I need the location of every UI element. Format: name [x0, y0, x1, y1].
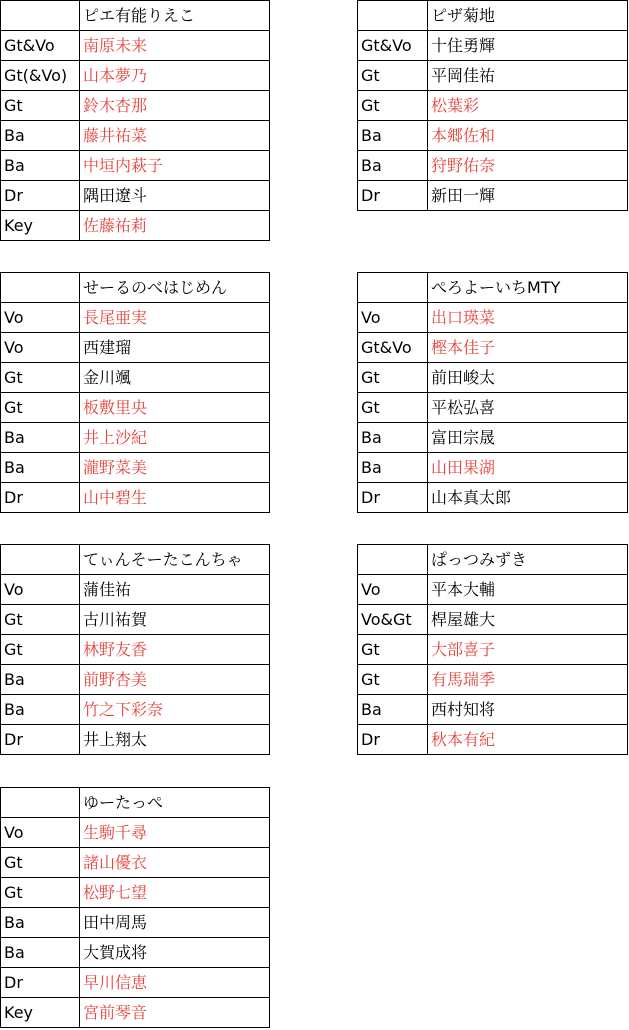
part-cell: Gt	[1, 393, 80, 423]
part-cell: Ba	[358, 423, 428, 453]
table-row	[358, 575, 628, 605]
part-cell: Ba	[1, 151, 80, 181]
member-cell: 新田一輝	[428, 181, 628, 211]
part-cell: Gt	[1, 635, 80, 665]
table-row	[358, 483, 628, 513]
part-cell: Dr	[358, 483, 428, 513]
part-cell: Key	[1, 998, 80, 1028]
part-cell: Ba	[1, 121, 80, 151]
part-cell: Gt	[1, 878, 80, 908]
part-cell: Ba	[358, 453, 428, 483]
band-name: ぱっつみずき	[428, 545, 628, 575]
table-row	[358, 423, 628, 453]
table-row	[358, 453, 628, 483]
header-empty-cell	[1, 788, 80, 818]
member-cell: 林野友香	[80, 635, 270, 665]
part-cell: Ba	[1, 908, 80, 938]
table-row	[1, 303, 270, 333]
part-cell: Gt&Vo	[1, 31, 80, 61]
part-cell: Dr	[358, 181, 428, 211]
member-cell: 西村知将	[428, 695, 628, 725]
table-row	[358, 151, 628, 181]
table-row	[358, 725, 628, 755]
part-cell: Gt	[358, 91, 428, 121]
part-cell: Gt&Vo	[358, 31, 428, 61]
table-row	[1, 423, 270, 453]
table-row	[1, 483, 270, 513]
member-cell: 桿屋雄大	[428, 605, 628, 635]
table-row	[1, 818, 270, 848]
member-cell: 山本夢乃	[80, 61, 270, 91]
header-empty-cell	[358, 1, 428, 31]
member-cell: 前田峻太	[428, 363, 628, 393]
table-row	[1, 91, 270, 121]
band-name: ピエ有能りえこ	[80, 1, 270, 31]
member-cell: 長尾亜実	[80, 303, 270, 333]
table-row	[1, 31, 270, 61]
table-row	[1, 333, 270, 363]
table-row	[358, 303, 628, 333]
band-header-row	[1, 1, 270, 31]
table-row	[1, 453, 270, 483]
member-cell: 諸山優衣	[80, 848, 270, 878]
header-empty-cell	[1, 273, 80, 303]
part-cell: Ba	[1, 665, 80, 695]
table-row	[358, 635, 628, 665]
table-row	[358, 665, 628, 695]
part-cell: Gt	[358, 635, 428, 665]
member-cell: 樫本佳子	[428, 333, 628, 363]
member-cell: 宮前琴音	[80, 998, 270, 1028]
band-table	[0, 0, 270, 241]
member-cell: 狩野佑奈	[428, 151, 628, 181]
member-cell: 井上翔太	[80, 725, 270, 755]
band-header-row	[1, 273, 270, 303]
table-row	[358, 61, 628, 91]
member-cell: 隅田遼斗	[80, 181, 270, 211]
table-row	[358, 121, 628, 151]
band-header-row	[358, 1, 628, 31]
table-row	[1, 908, 270, 938]
member-cell: 山本真太郎	[428, 483, 628, 513]
member-cell: 板敷里央	[80, 393, 270, 423]
member-cell: 生駒千尋	[80, 818, 270, 848]
band-table	[0, 787, 270, 1028]
band-header-row	[1, 788, 270, 818]
table-row	[358, 605, 628, 635]
member-cell: 南原未来	[80, 31, 270, 61]
part-cell: Gt	[1, 363, 80, 393]
part-cell: Vo	[1, 303, 80, 333]
part-cell: Vo	[1, 818, 80, 848]
table-row	[358, 695, 628, 725]
table-row	[358, 31, 628, 61]
member-cell: 早川信恵	[80, 968, 270, 998]
part-cell: Gt	[1, 848, 80, 878]
member-cell: 井上沙紀	[80, 423, 270, 453]
member-cell: 佐藤祐莉	[80, 211, 270, 241]
member-cell: 松葉彩	[428, 91, 628, 121]
band-table	[0, 544, 270, 755]
member-cell: 出口瑛菜	[428, 303, 628, 333]
member-cell: 鈴木杏那	[80, 91, 270, 121]
part-cell: Ba	[1, 938, 80, 968]
member-cell: 松野七望	[80, 878, 270, 908]
member-cell: 十住勇輝	[428, 31, 628, 61]
part-cell: Gt(&Vo)	[1, 61, 80, 91]
table-row	[358, 91, 628, 121]
member-cell: 平岡佳祐	[428, 61, 628, 91]
member-cell: 田中周馬	[80, 908, 270, 938]
band-name: ゆーたっぺ	[80, 788, 270, 818]
member-cell: 本郷佐和	[428, 121, 628, 151]
table-row	[358, 181, 628, 211]
table-row	[358, 363, 628, 393]
band-table	[357, 0, 628, 211]
table-row	[1, 665, 270, 695]
part-cell: Gt&Vo	[358, 333, 428, 363]
part-cell: Ba	[358, 695, 428, 725]
header-empty-cell	[358, 545, 428, 575]
part-cell: Vo&Gt	[358, 605, 428, 635]
member-cell: 山田果湖	[428, 453, 628, 483]
band-header-row	[358, 273, 628, 303]
member-cell: 金川颯	[80, 363, 270, 393]
part-cell: Ba	[358, 121, 428, 151]
member-cell: 平本大輔	[428, 575, 628, 605]
part-cell: Ba	[1, 695, 80, 725]
header-empty-cell	[358, 273, 428, 303]
part-cell: Dr	[1, 483, 80, 513]
member-cell: 蒲佳祐	[80, 575, 270, 605]
table-row	[1, 61, 270, 91]
part-cell: Gt	[358, 665, 428, 695]
band-table	[0, 272, 270, 513]
band-name: ぺろよーいちMTY	[428, 273, 628, 303]
header-empty-cell	[1, 545, 80, 575]
table-row	[358, 393, 628, 423]
band-name: てぃんそーたこんちゃ	[80, 545, 270, 575]
member-cell: 古川祐賀	[80, 605, 270, 635]
part-cell: Gt	[358, 393, 428, 423]
part-cell: Vo	[358, 575, 428, 605]
member-cell: 西建瑠	[80, 333, 270, 363]
member-cell: 前野杏美	[80, 665, 270, 695]
member-cell: 藤井祐菜	[80, 121, 270, 151]
part-cell: Dr	[1, 181, 80, 211]
part-cell: Ba	[1, 423, 80, 453]
member-cell: 大部喜子	[428, 635, 628, 665]
part-cell: Dr	[1, 968, 80, 998]
member-cell: 有馬瑞季	[428, 665, 628, 695]
part-cell: Vo	[1, 575, 80, 605]
part-cell: Ba	[1, 453, 80, 483]
part-cell: Key	[1, 211, 80, 241]
member-cell: 秋本有紀	[428, 725, 628, 755]
band-table	[357, 272, 628, 513]
member-cell: 瀧野菜美	[80, 453, 270, 483]
part-cell: Dr	[358, 725, 428, 755]
member-cell: 中垣内萩子	[80, 151, 270, 181]
band-header-row	[358, 545, 628, 575]
part-cell: Ba	[358, 151, 428, 181]
table-row	[1, 151, 270, 181]
header-empty-cell	[1, 1, 80, 31]
table-row	[1, 211, 270, 241]
table-row	[1, 393, 270, 423]
band-header-row	[1, 545, 270, 575]
table-row	[1, 575, 270, 605]
table-row	[1, 848, 270, 878]
part-cell: Vo	[1, 333, 80, 363]
part-cell: Gt	[358, 363, 428, 393]
member-cell: 山中碧生	[80, 483, 270, 513]
part-cell: Gt	[1, 91, 80, 121]
table-row	[1, 181, 270, 211]
table-row	[1, 938, 270, 968]
table-row	[1, 725, 270, 755]
table-row	[1, 968, 270, 998]
member-cell: 大賀成将	[80, 938, 270, 968]
table-row	[358, 333, 628, 363]
table-row	[1, 998, 270, 1028]
table-row	[1, 695, 270, 725]
table-row	[1, 635, 270, 665]
part-cell: Gt	[1, 605, 80, 635]
table-row	[1, 121, 270, 151]
table-row	[1, 878, 270, 908]
member-cell: 平松弘喜	[428, 393, 628, 423]
table-row	[1, 363, 270, 393]
part-cell: Vo	[358, 303, 428, 333]
band-table	[357, 544, 628, 755]
band-name: せーるのべはじめん	[80, 273, 270, 303]
member-cell: 富田宗晟	[428, 423, 628, 453]
part-cell: Dr	[1, 725, 80, 755]
band-name: ピザ菊地	[428, 1, 628, 31]
member-cell: 竹之下彩奈	[80, 695, 270, 725]
table-row	[1, 605, 270, 635]
part-cell: Gt	[358, 61, 428, 91]
